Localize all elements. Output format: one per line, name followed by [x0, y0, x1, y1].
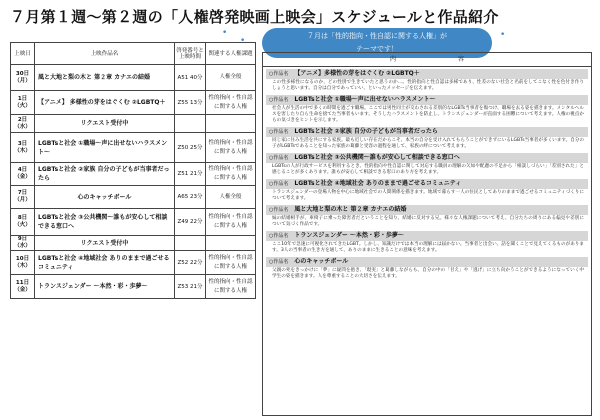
row-date: 1日（火）	[11, 91, 35, 115]
row-code: Z49 22分	[175, 209, 206, 236]
row-code: Z52 22分	[175, 251, 206, 275]
content-entry	[263, 179, 591, 203]
entry-title-bar	[266, 205, 588, 215]
table-header-row	[11, 43, 256, 65]
entry-description: 妹の結婚相手が、車椅子に乗った障害者だということを知り、結婚に反対する兄。様々な人権課題について考え、自分たちの周りにある偏見や差別について気づく作品です。	[272, 216, 584, 227]
header-theme: 関連する人権課題	[206, 43, 256, 65]
row-date: 7日（月）	[11, 186, 35, 209]
entry-description: 父親の死をきっかけに「夢」に疑問を抱き、「現実」と葛藤しながらも、自分の中の「甘え」や「逃げ」に立ち向かうことができるようになっていく中学生の姿を描きます。人を尊重することの大切さを伝えます。	[272, 268, 584, 279]
entry-title-bar	[266, 231, 588, 241]
content-entry	[263, 69, 591, 93]
entry-title-bar	[266, 179, 588, 189]
entry-description: LGBTsの人が行政サービスを利用するとき、性的指向や性自認に関して対応する職員の理解の欠如や配慮の不足から「相談しづらい」「差別された」と感じることが多くあります。誰もが安心して相談できる窓口のあり方を考えます。	[272, 164, 584, 175]
header-work: 上映作品名	[35, 43, 175, 65]
entry-label: ○作品名	[269, 181, 289, 187]
entry-label: ○作品名	[269, 97, 289, 103]
row-code: Z53 21分	[175, 275, 206, 299]
entry-description: トランスジェンダーの登場人物を中心に地域社会での人間関係を描きます。地域で暮らす一人の住民としてありのままで過ごせるコミュニティづくりについて考えます。	[272, 190, 584, 201]
content-entry	[263, 153, 591, 177]
row-date: 8日（火）	[11, 209, 35, 236]
content-entry	[263, 205, 591, 229]
row-theme: 性的指向・性自認に関する人権	[206, 91, 256, 115]
table-row	[11, 163, 256, 186]
entry-label: ○作品名	[269, 155, 289, 161]
row-code: Z55 13分	[175, 91, 206, 115]
row-work: リクエスト受付中	[35, 236, 175, 251]
entry-title-bar	[266, 257, 588, 267]
content-entry	[263, 257, 591, 281]
row-theme: 性的指向・性自認に関する人権	[206, 133, 256, 163]
row-theme: 性的指向・性自認に関する人権	[206, 275, 256, 299]
row-work: LGBTsと社会 ③公共機関〜誰もが安心して相談できる窓口へ	[35, 209, 175, 236]
table-row	[11, 91, 256, 115]
row-theme: 性的指向・性自認に関する人権	[206, 163, 256, 186]
entry-description: 社会人が生活の中で多くの時間を過ごす職場。ここでは男性同士が交わされる差別的なLGBTs当事者を傷つけ、職場を去る姿を描きます。メンタルヘルスを害したり自ら生命を捨てた当事者もいます。そうしたハラスメントを防止し、トランスジェンダーが直面する困難について考えます。人権の視点からの気づきをヒントを示します。	[272, 106, 584, 123]
entry-title: LGBTsと社会 ③公共機関〜誰もが安心して相談できる窓口へ	[294, 154, 460, 161]
decorative-dot: •	[222, 28, 228, 38]
row-date: 30日（月）	[11, 65, 35, 91]
table-row	[11, 115, 256, 133]
entry-description: この性多様性になるのか、どの性別で生きていたと思うのか…。性的指向と性自認は多様であり、性差のない社会と名前をしてこなく性を色付き作りしょうと思います。自分は自分であっていい、といったメッセージを伝えます。	[272, 80, 584, 91]
row-date: 11日（金）	[11, 275, 35, 299]
row-date: 9日（水）	[11, 236, 35, 251]
entry-title: LGBTsと社会 ①職場〜声に出せないハラスメント〜	[294, 96, 436, 103]
entry-title-bar	[266, 95, 588, 105]
row-date: 3日（木）	[11, 133, 35, 163]
entry-title: トランスジェンダー 〜本然・彩・歩夢〜	[294, 232, 404, 239]
row-date: 2日（水）	[11, 115, 35, 133]
entry-description: ここ10年で急速に可視化されてきたLGBT。しかし、知識だけでは本当の理解には届かない。当事者と出会い、話を聞くことで見えてくるものがあります。3人の当事者の生き方を通して、ありのままに生きることの意味を考えます。	[272, 242, 584, 253]
table-row	[11, 186, 256, 209]
entry-title: 風と大地と梨の木と 第２章 カナエの結婚	[294, 206, 407, 213]
entry-title: LGBTsと社会 ④地域社会 ありのままで過ごせるコミュニティ	[294, 180, 462, 187]
row-code: Z50 25分	[175, 133, 206, 163]
header-date: 上映日	[11, 43, 35, 65]
entry-title: 心のキャッチボール	[294, 258, 349, 265]
header-code: 啓発番号と上映時間	[175, 43, 206, 65]
row-work: LGBTsと社会 ①職場〜声に出せないハラスメント〜	[35, 133, 175, 163]
row-work: 心のキャッチボール	[35, 186, 175, 209]
row-theme: 人権全般	[206, 186, 256, 209]
row-theme	[206, 115, 256, 133]
table-row	[11, 209, 256, 236]
entry-label: ○作品名	[269, 233, 289, 239]
entry-title: 【アニメ】多様性の芽をはぐくむ ②LGBTQ＋	[294, 70, 420, 77]
row-code: A65 23分	[175, 186, 206, 209]
entry-label: ○作品名	[269, 129, 289, 135]
table-row	[11, 65, 256, 91]
row-code	[175, 115, 206, 133]
row-work: トランスジェンダー 〜本然・彩・歩夢〜	[35, 275, 175, 299]
entry-label: ○作品名	[269, 71, 289, 77]
page-title: ７月第１週〜第２週の「人権啓発映画上映会」スケジュールと作品紹介	[10, 8, 499, 26]
entry-label: ○作品名	[269, 259, 289, 265]
banner-line-2: テーマです！	[356, 45, 398, 53]
banner-line-1: ７月は「性的指向・性自認に関する人権」が	[307, 32, 447, 40]
row-code	[175, 236, 206, 251]
entry-title-bar	[266, 153, 588, 163]
decorative-dot: •	[500, 30, 506, 40]
row-work: 風と大地と梨の木と 第２章 カナエの結婚	[35, 65, 175, 91]
entry-title: LGBTsと社会 ②家族 自分の子どもが当事者だったら	[294, 128, 438, 135]
table-row	[11, 251, 256, 275]
entry-title-bar	[266, 69, 588, 79]
row-code: Z51 21分	[175, 163, 206, 186]
entry-description: 同じ家に住み生活を共にする家族。最も近しい存在だからこそ、本当の自分を受け入れてもらうことができずにいるLGBTs当事者が多くいます。自分の子がLGBTsであることを知った家族の葛藤と受容の過程を通して、家族の絆について考えます。	[272, 138, 584, 149]
table-row	[11, 236, 256, 251]
entry-title-bar	[266, 127, 588, 137]
row-theme: 性的指向・性自認に関する人権	[206, 251, 256, 275]
row-theme: 性的指向・性自認に関する人権	[206, 209, 256, 236]
decorative-dot: •	[240, 36, 246, 46]
content-entry	[263, 95, 591, 125]
row-theme: 人権全般	[206, 65, 256, 91]
row-theme	[206, 236, 256, 251]
entry-label: ○作品名	[269, 207, 289, 213]
row-work: リクエスト受付中	[35, 115, 175, 133]
content-entry	[263, 231, 591, 255]
row-code: A51 40分	[175, 65, 206, 91]
schedule-table	[10, 42, 256, 299]
row-work: 【アニメ】 多様性の芽をはぐくむ ②LGBTQ＋	[35, 91, 175, 115]
content-header: 内 容	[263, 53, 591, 67]
table-row	[11, 133, 256, 163]
row-work: LGBTsと社会 ②家族 自分の子どもが当事者だったら	[35, 163, 175, 186]
row-date: 4日（金）	[11, 163, 35, 186]
table-row	[11, 275, 256, 299]
row-date: 10日（木）	[11, 251, 35, 275]
content-panel	[262, 52, 592, 416]
content-entry	[263, 127, 591, 151]
row-work: LGBTsと社会 ④地域社会 ありのままで過ごせるコミュニティ	[35, 251, 175, 275]
